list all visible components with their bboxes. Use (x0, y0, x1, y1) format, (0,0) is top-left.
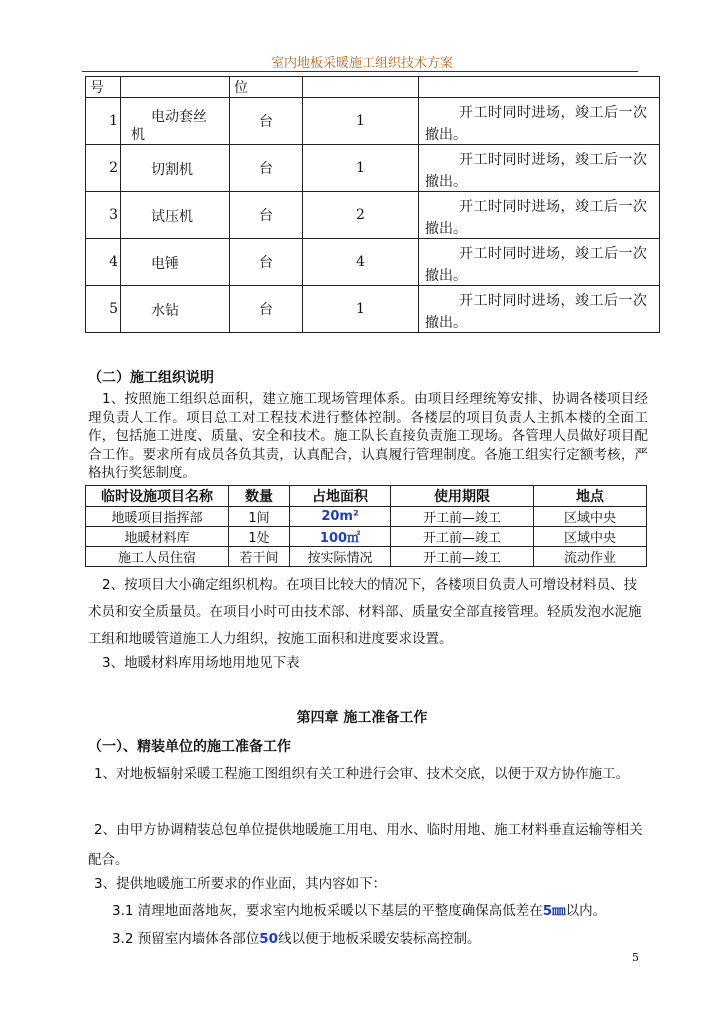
paragraph: 3、地暖材料库用场地用地见下表 (102, 655, 300, 671)
facility-name: 施工人员住宿 (86, 547, 229, 567)
equipment-name-cont: 机 (131, 127, 145, 143)
row-number: 1 (86, 98, 121, 145)
table-row (86, 547, 647, 567)
facility-area: 100㎡ (290, 527, 391, 547)
unit-cell: 台 (230, 145, 303, 192)
facilities-table (85, 485, 647, 567)
facility-qty: 若干间 (229, 547, 290, 567)
table-row (86, 145, 660, 192)
facility-name: 地暖项目指挥部 (86, 507, 229, 527)
table-row (86, 507, 647, 527)
facility-place: 流动作业 (534, 547, 647, 567)
unit-cell: 台 (230, 98, 303, 145)
note-line: 撤出。 (425, 127, 467, 143)
text: 以内。 (565, 903, 607, 919)
facility-name: 地暖材料库 (86, 527, 229, 547)
table-row (86, 98, 660, 145)
table-row (86, 286, 660, 333)
qty-cell: 2 (303, 192, 419, 239)
unit-cell: 台 (230, 239, 303, 286)
note-line: 撤出。 (425, 174, 467, 190)
qty-cell: 1 (303, 286, 419, 333)
paragraph: 2、由甲方协调精装总包单位提供地暖施工用电、用水、临时用地、施工材料垂直运输等相关配合。 (88, 822, 643, 868)
unit-cell: 台 (230, 192, 303, 239)
page-number: 5 (632, 951, 639, 964)
facility-qty: 1处 (229, 527, 290, 547)
note-line: 开工时同时进场，竣工后一次 (459, 152, 648, 168)
note-line: 开工时同时进场，竣工后一次 (459, 293, 648, 309)
paragraph-3-1 (112, 898, 652, 925)
note-line: 撤出。 (425, 315, 467, 331)
equipment-name: 电动套丝 (151, 109, 207, 125)
header-cell: 位 (230, 77, 303, 98)
table-header-row (86, 486, 647, 507)
facility-area: 20m² (290, 507, 391, 527)
equipment-table (85, 76, 660, 333)
page-header-title: 室内地板采暖施工组织技术方案 (270, 56, 453, 71)
text: 3.1 清理地面落地灰，要求室内地板采暖以下基层的平整度确保高低差在 (112, 903, 543, 919)
paragraph: 3、提供地暖施工所要求的作业面，其内容如下： (94, 876, 387, 892)
note-line: 开工时同时进场，竣工后一次 (459, 246, 648, 262)
note-line: 撤出。 (425, 268, 467, 284)
paragraph: 1、按照施工组织总面积，建立施工现场管理体系。由项目经理统筹安排、协调各楼项目经理负责人工作。项目总工对工程技术进行整体控制。各楼层的项目负责人主抓本楼的全面工作，包括施工进度、质量、安全和技术。施工队长直接负责施工现场。各管理人员做好项目配合工作。要求所有成员各负其责，认真配合，认真履行管理制度。各施工组实行定额考核，严格执行奖惩制度。 (88, 391, 648, 481)
text: 线以便于地板采暖安装标高控制。 (278, 931, 481, 947)
unit-cell: 台 (230, 286, 303, 333)
header-cell: 地点 (534, 486, 647, 507)
text: 3.2 预留室内墙体各部位 (112, 931, 260, 947)
row-number: 3 (86, 192, 121, 239)
paragraph: 1、对地板辐射采暖工程施工图组织有关工种进行会审、技术交底，以便于双方协作施工。 (94, 766, 630, 782)
header-rule (82, 71, 638, 72)
equipment-name: 试压机 (151, 209, 193, 225)
section-heading: （二）施工组织说明 (88, 370, 214, 386)
table-row (86, 527, 647, 547)
facility-period: 开工前—竣工 (391, 547, 534, 567)
qty-cell: 1 (303, 98, 419, 145)
facility-qty: 1间 (229, 507, 290, 527)
row-number: 2 (86, 145, 121, 192)
header-cell: 占地面积 (290, 486, 391, 507)
qty-cell: 4 (303, 239, 419, 286)
table-row (86, 239, 660, 286)
equipment-name: 水钻 (151, 303, 179, 319)
table-header-row (86, 77, 660, 98)
header-cell: 数量 (229, 486, 290, 507)
row-number: 5 (86, 286, 121, 333)
row-number: 4 (86, 239, 121, 286)
equipment-name: 电锤 (151, 256, 179, 272)
header-cell: 临时设施项目名称 (86, 486, 229, 507)
note-line: 开工时同时进场，竣工后一次 (459, 105, 648, 121)
facility-period: 开工前—竣工 (391, 527, 534, 547)
table-row (86, 192, 660, 239)
chapter-title: 第四章 施工准备工作 (296, 710, 428, 726)
paragraph-3-2 (112, 926, 652, 953)
paragraph: 2、按项目大小确定组织机构。在项目比较大的情况下，各楼项目负责人可增设材料员、技术员和安全质量员。在项目小时可由技术部、材料部、质量安全部直接管理。轻质发泡水泥施工组和地暖管道施工人力组织，按施工面积和进度要求设置。 (88, 577, 642, 647)
tolerance-value: 5㎜ (542, 903, 566, 919)
facility-area: 按实际情况 (290, 547, 391, 567)
note-line: 开工时同时进场，竣工后一次 (459, 199, 648, 215)
facility-place: 区域中央 (534, 527, 647, 547)
header-cell: 号 (86, 77, 121, 98)
line-value: 50 (259, 931, 279, 947)
facility-place: 区域中央 (534, 507, 647, 527)
note-line: 撤出。 (425, 221, 467, 237)
header-cell: 使用期限 (391, 486, 534, 507)
facility-period: 开工前—竣工 (391, 507, 534, 527)
qty-cell: 1 (303, 145, 419, 192)
section-heading: （一）、精装单位的施工准备工作 (88, 739, 291, 755)
equipment-name: 切割机 (151, 162, 193, 178)
